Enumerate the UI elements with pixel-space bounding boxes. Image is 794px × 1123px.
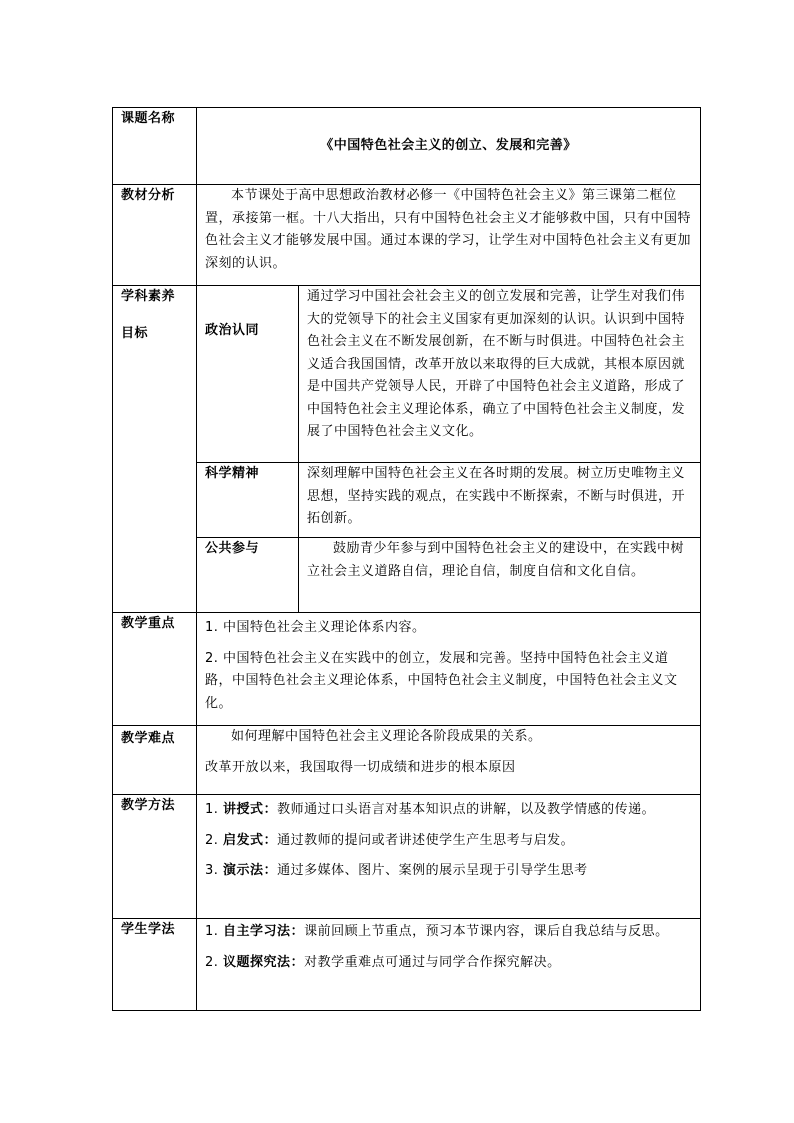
key-point-item: 2. 中国特色社会主义在实践中的创立，发展和完善。坚持中国特色社会主义道路，中国特色社会主义理论体系，中国特色社会主义制度，中国特色社会主义文化。 [205, 650, 678, 711]
teaching-method-item [205, 860, 692, 883]
method-separator: ： [263, 863, 278, 878]
textbook-analysis-text: 本节课处于高中思想政治教材必修一《中国特色社会主义》第三课第二框位置，承接第一框。十八大指出，只有中国特色社会主义才能够救中国，只有中国特色社会主义才能够发展中国。通过本课的学习，让学生对中国特色社会主义有更加深刻的认识。 [205, 188, 692, 271]
method-text: 对教学重难点可通过与同学合作探究解决。 [304, 954, 561, 970]
literacy-goals-label-line1: 学科素养 [121, 289, 176, 304]
difficult-points-row [113, 726, 701, 795]
title-label: 课题名称 [113, 108, 197, 185]
method-name: 讲授式 [223, 802, 264, 817]
difficult-point-item: 改革开放以来，我国取得一切成绩和进步的根本原因 [205, 759, 516, 775]
textbook-analysis-label: 教材分析 [113, 185, 197, 286]
public-participation-cell [299, 538, 701, 613]
key-points-label: 教学重点 [113, 613, 197, 726]
textbook-analysis-row [113, 185, 701, 286]
key-points-cell [197, 613, 701, 726]
scientific-spirit-cell [299, 463, 701, 538]
key-point-item: 1. 中国特色社会主义理论体系内容。 [205, 620, 426, 635]
method-separator: ： [263, 832, 278, 848]
teaching-method-item [205, 799, 692, 822]
key-points-row [113, 613, 701, 726]
learning-methods-row [113, 919, 701, 1011]
method-name: 演示法 [223, 863, 264, 878]
method-name: 启发式 [223, 832, 264, 848]
item-number: 2. [205, 954, 219, 970]
method-text: 课前回顾上节重点，预习本节课内容，课后自我总结与反思。 [304, 924, 669, 939]
literacy-goals-label [113, 286, 197, 613]
political-identity-cell [299, 286, 701, 463]
literacy-goal-row-science [113, 463, 701, 538]
item-number: 1. [205, 924, 219, 939]
learning-method-item [205, 921, 692, 944]
learning-method-item [205, 952, 692, 975]
textbook-analysis-cell [197, 185, 701, 286]
literacy-goal-row-political [113, 286, 701, 463]
teaching-methods-label: 教学方法 [113, 795, 197, 919]
item-number: 2. [205, 832, 219, 848]
item-number: 1. [205, 802, 219, 817]
learning-methods-label: 学生学法 [113, 919, 197, 1011]
lesson-title: 《中国特色社会主义的创立、发展和完善》 [197, 108, 701, 185]
method-name: 议题探究法 [223, 954, 291, 970]
method-separator: ： [290, 924, 305, 939]
difficult-point-item: 如何理解中国特色社会主义理论各阶段成果的关系。 [231, 729, 542, 744]
learning-methods-cell [197, 919, 701, 1011]
teaching-methods-row [113, 795, 701, 919]
method-text: 教师通过口头语言对基本知识点的讲解，以及教学情感的传递。 [277, 802, 656, 817]
political-identity-text: 通过学习中国社会社会主义的创立发展和完善，让学生对我们伟大的党领导下的社会主义国家有更加深刻的认识。认识到中国特色社会主义在不断发展创新，在不断与时俱进。中国特色社会主义适合我国国情，改革开放以来取得的巨大成就，其根本原因就是中国共产党领导人民，开辟了中国特色社会主义道路，形成了中国特色社会主义理论体系，确立了中国特色社会主义制度，发展了中国特色社会主义文化。 [307, 289, 686, 439]
literacy-goals-label-line2: 目标 [121, 325, 149, 341]
method-separator: ： [263, 802, 278, 817]
method-text: 通过多媒体、图片、案例的展示呈现于引导学生思考 [277, 863, 588, 878]
method-name: 自主学习法 [223, 924, 291, 939]
scientific-spirit-text: 深刻理解中国特色社会主义在各时期的发展。树立历史唯物主义思想，坚持实践的观点，在实践中不断探索，不断与时俱进，开拓创新。 [307, 466, 686, 526]
scientific-spirit-label: 科学精神 [197, 463, 299, 538]
teaching-methods-cell [197, 795, 701, 919]
literacy-goal-row-public [113, 538, 701, 613]
difficult-points-cell [197, 726, 701, 795]
public-participation-text: 鼓励青少年参与到中国特色社会主义的建设中，在实践中树立社会主义道路自信，理论自信，制度自信和文化自信。 [307, 541, 685, 579]
political-identity-label: 政治认同 [197, 286, 299, 463]
method-text: 通过教师的提问或者讲述使学生产生思考与启发。 [277, 832, 575, 848]
item-number: 3. [205, 863, 219, 878]
title-row [113, 108, 701, 185]
method-separator: ： [290, 954, 305, 970]
difficult-points-label: 教学难点 [113, 726, 197, 795]
lesson-plan-table [112, 107, 701, 1011]
teaching-method-item [205, 830, 692, 853]
public-participation-label: 公共参与 [197, 538, 299, 613]
